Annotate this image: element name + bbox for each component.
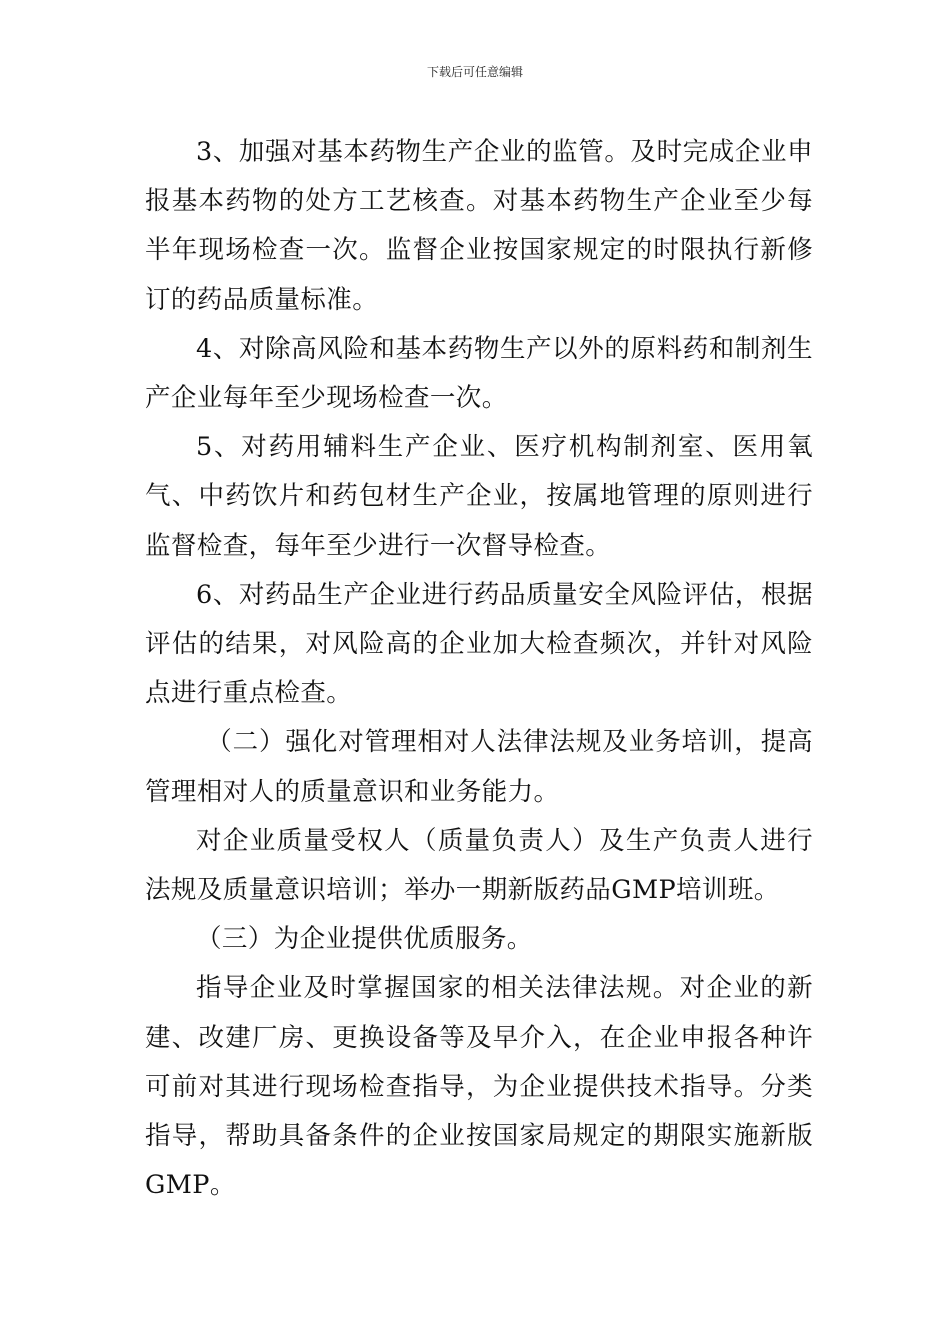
- section-heading-3: （三）为企业提供优质服务。: [196, 924, 533, 955]
- paragraph-item-6: 6、对药品生产企业进行药品质量安全风险评估，根据评估的结果，对风险高的企业加大检查频次，并针对风险点进行重点检查。: [145, 579, 813, 709]
- document-body: [145, 128, 813, 1210]
- paragraph-item-4: 4、对除高风险和基本药物生产以外的原料药和制剂生产企业每年至少现场检查一次。: [145, 333, 813, 414]
- paragraph-training: 对企业质量受权人（质量负责人）及生产负责人进行法规及质量意识培训；举办一期新版药品GMP培训班。: [145, 825, 813, 906]
- section-heading-2: （二）强化对管理相对人法律法规及业务培训，提高管理相对人的质量意识和业务能力。: [145, 727, 813, 807]
- page-header: 下载后可任意编辑: [426, 65, 523, 79]
- paragraph-item-5: 5、对药用辅料生产企业、医疗机构制剂室、医用氧气、中药饮片和药包材生产企业，按属地管理的原则进行监督检查，每年至少进行一次督导检查。: [145, 432, 813, 561]
- paragraph-item-3: 3、加强对基本药物生产企业的监管。及时完成企业申报基本药物的处方工艺核查。对基本药物生产企业至少每半年现场检查一次。监督企业按国家规定的时限执行新修订的药品质量标准。: [145, 137, 813, 315]
- paragraph-guidance: 指导企业及时掌握国家的相关法律法规。对企业的新建、改建厂房、更换设备等及早介入，在企业申报各种许可前对其进行现场检查指导，为企业提供技术指导。分类指导，帮助具备条件的企业按国家局规定的期限实施新版GMP。: [145, 973, 813, 1201]
